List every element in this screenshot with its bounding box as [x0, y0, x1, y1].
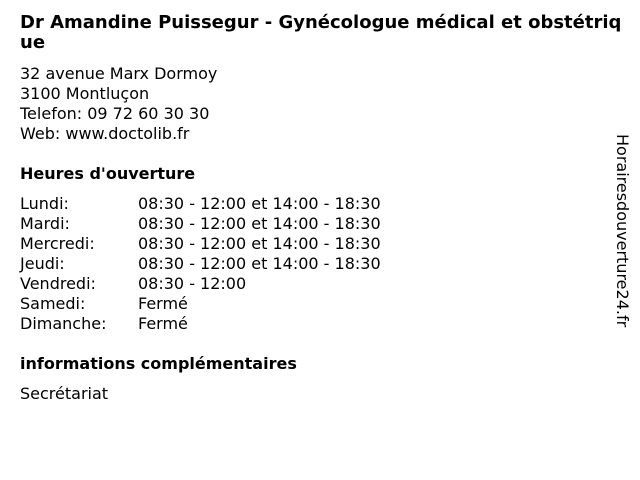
day-hours: 08:30 - 12:00 et 14:00 - 18:30: [138, 234, 381, 253]
day-label: Samedi:: [20, 294, 86, 313]
day-label: Mercredi:: [20, 234, 95, 253]
day-label: Mardi:: [20, 214, 70, 233]
day-hours: 08:30 - 12:00 et 14:00 - 18:30: [138, 194, 381, 213]
day-label: Lundi:: [20, 194, 69, 213]
city-postcode: 3100 Montluçon: [20, 84, 150, 103]
website: Web: www.doctolib.fr: [20, 124, 190, 143]
day-label: Vendredi:: [20, 274, 96, 293]
day-label: Dimanche:: [20, 314, 107, 333]
day-hours: 08:30 - 12:00 et 14:00 - 18:30: [138, 254, 381, 273]
day-hours: 08:30 - 12:00 et 14:00 - 18:30: [138, 214, 381, 233]
site-watermark: Horairesdouverture24.fr: [613, 134, 632, 328]
day-hours: Fermé: [138, 294, 188, 313]
phone-number: Telefon: 09 72 60 30 30: [20, 104, 210, 123]
day-label: Jeudi:: [20, 254, 65, 273]
additional-info-heading: informations complémentaires: [20, 354, 297, 373]
page-title: Dr Amandine Puissegur - Gynécologue médical et obstétrique: [20, 12, 622, 53]
day-hours: Fermé: [138, 314, 188, 333]
street-address: 32 avenue Marx Dormoy: [20, 64, 218, 83]
additional-info-text: Secrétariat: [20, 384, 109, 403]
day-hours: 08:30 - 12:00: [138, 274, 247, 293]
address-block: [20, 64, 217, 144]
opening-hours-heading: Heures d'ouverture: [20, 164, 196, 183]
